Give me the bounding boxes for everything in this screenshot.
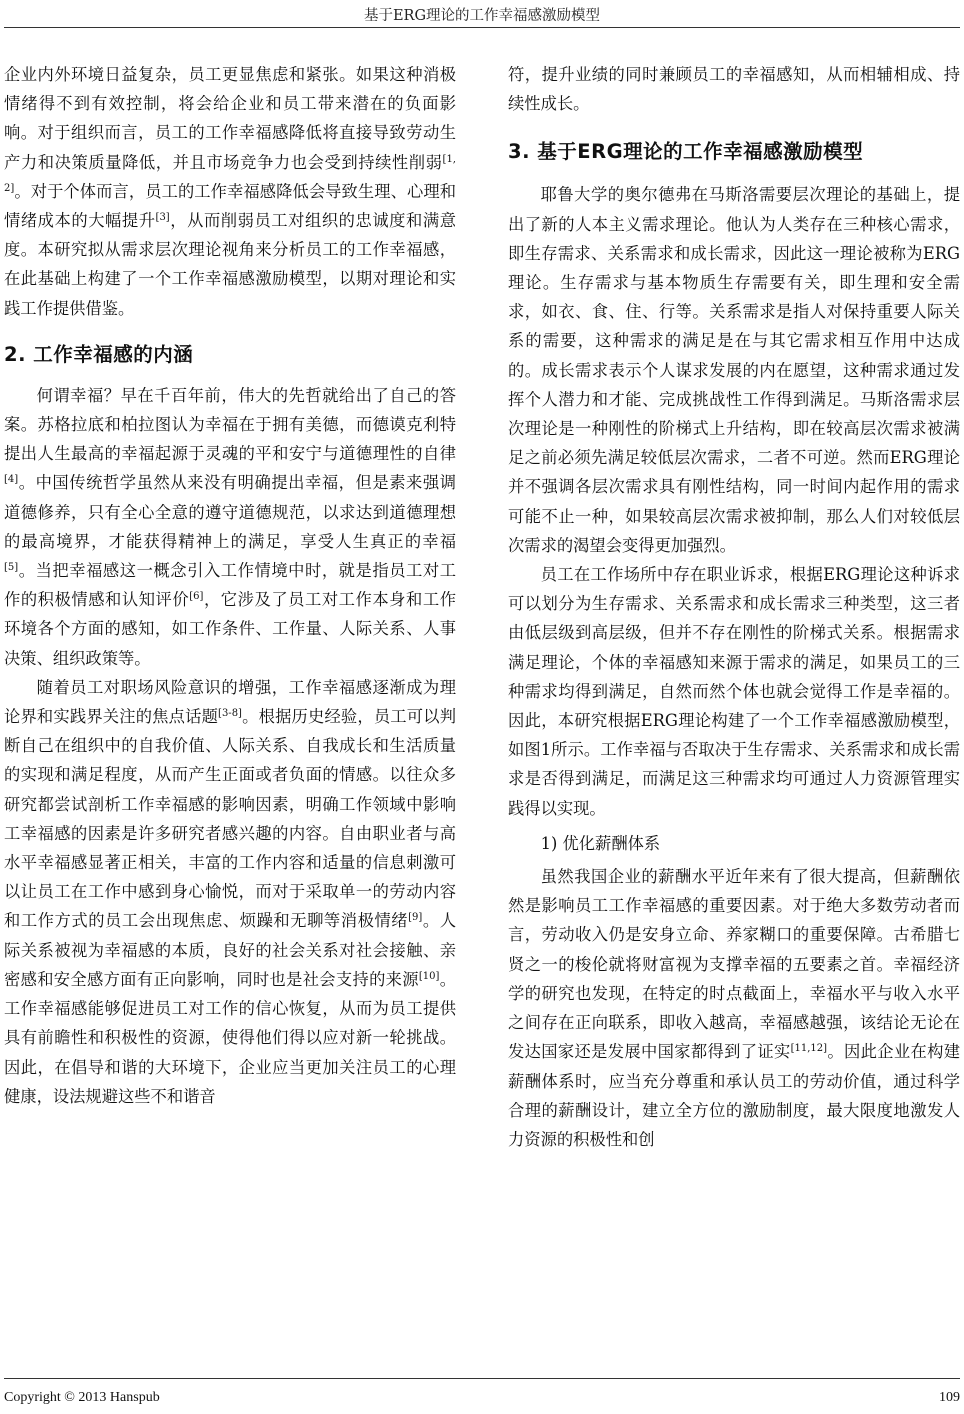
pay-paragraph — [508, 862, 960, 1154]
model-paragraph: 员工在工作场所中存在职业诉求，根据ERG理论这种诉求可以划分为生存需求、关系需求和成长需求三种类型，这三者由低层级到高层级，但并不存在刚性的阶梯式关系。根据需求满足理论，个体的幸福感知来源于需求的满足，如果员工的三种需求均得到满足，自然而然个体也就会觉得工作是幸福的。因此，本研究根据ERG理论构建了一个工作幸福感激励模型，如图1所示。工作幸福与否取决于生存需求、关系需求和成长需求是否得到满足，而满足这三种需求均可通过人力资源管理实践得以实现。 — [508, 565, 960, 818]
happiness-paragraph — [4, 381, 456, 673]
text-run: 虽然我国企业的薪酬水平近年来有了很大提高，但薪酬依然是影响员工工作幸福感的重要因素。对于绝大多数劳动者而言，劳动收入仍是安身立命、养家糊口的重要保障。古希腊七贤之一的梭伦就将财富视为支撑幸福的五要素之首。幸福经济学的研究也发现，在特定的时点截面上，幸福水平与收入水平之间存在正向联系，即收入越高，幸福感越强，该结论无论在发达国家还是发展中国家都得到了证实 — [508, 867, 960, 1062]
right-column — [508, 60, 960, 1154]
continuation-paragraph: 符，提升业绩的同时兼顾员工的幸福感知，从而相辅相成、持续性成长。 — [508, 65, 960, 114]
section-3-heading: 3. 基于ERG理论的工作幸福感激励模型 — [508, 140, 864, 164]
text-run: 何谓幸福？早在千百年前，伟大的先哲就给出了自己的答案。苏格拉底和柏拉图认为幸福在于拥有美德，而德谟克利特提出人生最高的幸福起源于灵魂的平和安宁与道德理性的自律 — [4, 385, 456, 464]
text-run: 。当把幸福感这一概念引入工作情境中时，就是指员工对工作的积极情感和认知评价 — [4, 561, 456, 610]
text-run: 。因此企业在构建薪酬体系时，应当充分尊重和承认员工的劳动价值，通过科学合理的薪酬设计，建立全方位的激励制度，最大限度地激发人力资源的积极性和创 — [508, 1042, 960, 1149]
page-number: 109 — [939, 1390, 960, 1405]
citation: [5] — [4, 562, 19, 574]
text-run: 。工作幸福感能够促进员工对工作的信心恢复，从而为员工提供具有前瞻性和积极性的资源，使得他们得以应对新一轮挑战。因此，在倡导和谐的大环境下，企业应当更加关注员工的心理健康，设法规避这些不和谐音 — [4, 969, 456, 1106]
text-run: 。对于个体而言，员工的工作幸福感降低会导致生理、心理和情绪成本的大幅提升 — [4, 181, 456, 231]
risk-paragraph — [4, 673, 456, 1111]
citation: [11,12] — [790, 1043, 828, 1055]
intro-paragraph — [4, 60, 456, 323]
citation: [3-8] — [218, 708, 242, 720]
text-run: 随着员工对职场风险意识的增强，工作幸福感逐渐成为理论界和实践界关注的焦点话题 — [4, 677, 456, 727]
subsection-1-heading: 1) 优化薪酬体系 — [540, 833, 661, 853]
left-column — [4, 60, 456, 1111]
citation: [6] — [189, 591, 204, 603]
header-rule — [4, 27, 960, 28]
citation: [3] — [155, 212, 170, 224]
text-run: ，它涉及了员工对工作本身和工作环境各个方面的感知，如工作条件、工作量、人际关系、人事决策、组织政策等。 — [4, 590, 456, 668]
section-2-heading: 2. 工作幸福感的内涵 — [4, 342, 194, 366]
footer-rule — [4, 1378, 960, 1379]
running-header: 基于ERG理论的工作幸福感激励模型 — [363, 8, 601, 24]
text-run: 企业内外环境日益复杂，员工更显焦虑和紧张。如果这种消极情绪得不到有效控制，将会给企业和员工带来潜在的负面影响。对于组织而言，员工的工作幸福感降低将直接导致劳动生产力和决策质量降低，并且市场竞争力也会受到持续性削弱 — [4, 65, 456, 172]
text-run: ，从而削弱员工对组织的忠诚度和满意度。本研究拟从需求层次理论视角来分析员工的工作幸福感，在此基础上构建了一个工作幸福感激励模型，以期对理论和实践工作提供借鉴。 — [4, 211, 456, 318]
erg-paragraph: 耶鲁大学的奥尔德弗在马斯洛需要层次理论的基础上，提出了新的人本主义需求理论。他认为人类存在三种核心需求，即生存需求、关系需求和成长需求，因此这一理论被称为ERG理论。生存需求与基本物质生存需要有关，即生理和安全需求，如衣、食、住、行等。关系需求是指人对保持重要人际关系的需要，这种需求的满足是在与其它需求相互作用中达成的。成长需求表示个人谋求发展的内在愿望，这种需求通过发挥个人潜力和才能、完成挑战性工作得到满足。马斯洛需求层次理论是一种刚性的阶梯式上升结构，即在较高层次需求被满足之前必须先满足较低层次需求，二者不可逆。然而ERG理论并不强调各层次需求具有刚性结构，同一时间内起作用的需求可能不止一种，如果较高层次需求被抑制，那么人们对较低层次需求的渴望会变得更加强烈。 — [508, 185, 960, 555]
citation: [9] — [408, 912, 423, 924]
citation: [4] — [4, 474, 19, 486]
copyright-notice: Copyright © 2013 Hanspub — [4, 1390, 160, 1405]
citation: [10] — [418, 970, 440, 982]
text-run: 。中国传统哲学虽然从来没有明确提出幸福，但是素来强调道德修养，只有全心全意的遵守道德规范，以求达到道德理想的最高境界，才能获得精神上的满足，享受人生真正的幸福 — [4, 473, 456, 551]
text-run: 。人际关系被视为幸福感的本质，良好的社会关系对社会接触、亲密感和安全感方面有正向影响，同时也是社会支持的来源 — [4, 911, 456, 989]
text-run: 。根据历史经验，员工可以判断自己在组织中的自我价值、人际关系、自我成长和生活质量的实现和满足程度，从而产生正面或者负面的情感。以往众多研究都尝试剖析工作幸福感的影响因素，明确工作领域中影响工幸福感的因素是许多研究者感兴趣的内容。自由职业者与高水平幸福感显著正相关，丰富的工作内容和适量的信息刺激可以让员工在工作中感到身心愉悦，而对于采取单一的劳动内容和工作方式的员工会出现焦虑、烦躁和无聊等消极情绪 — [4, 707, 456, 931]
citation: [1,2] — [4, 153, 456, 194]
